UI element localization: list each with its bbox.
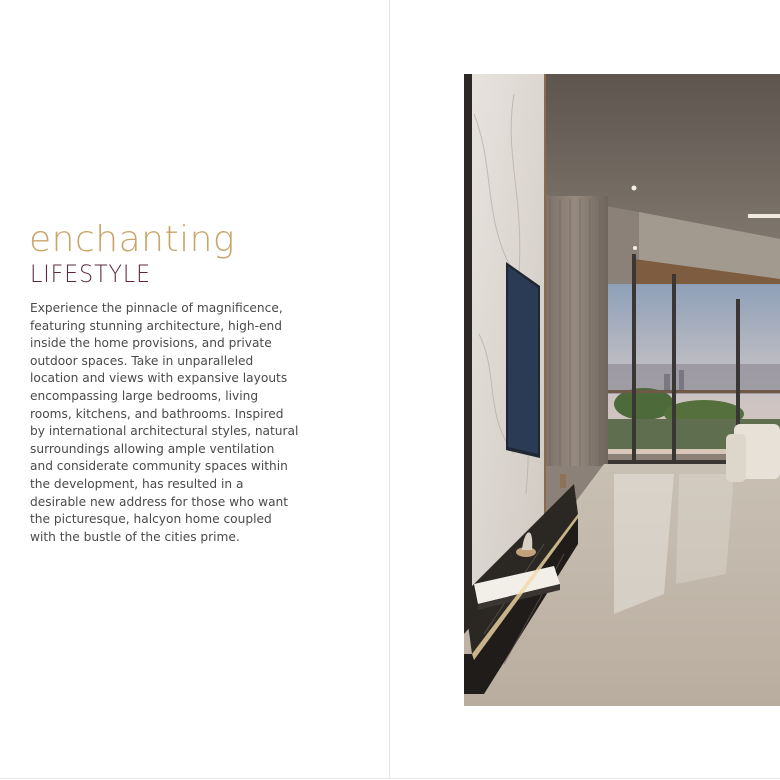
heading-script: enchanting xyxy=(29,219,235,260)
living-room-photo xyxy=(464,74,780,706)
right-page xyxy=(390,0,780,779)
left-page xyxy=(0,0,390,779)
page-bottom-edge xyxy=(0,778,780,779)
heading-caps: LIFESTYLE xyxy=(30,260,151,288)
interior-render-image xyxy=(464,74,780,706)
body-paragraph: Experience the pinnacle of magnificence, featuring stunning architecture, high-end inside the home provisions, and private outdoor spaces. Take in unparalleled location and views with expansive layouts encompassing large bedrooms, living rooms, kitchens, and bathrooms. Inspired by international architectural styles, natural surroundings allowing ample ventilation and considerate community spaces within the development, has resulted in a desirable new address for those who want the picturesque, halcyon home coupled with the bustle of the cities prime. xyxy=(30,301,299,544)
